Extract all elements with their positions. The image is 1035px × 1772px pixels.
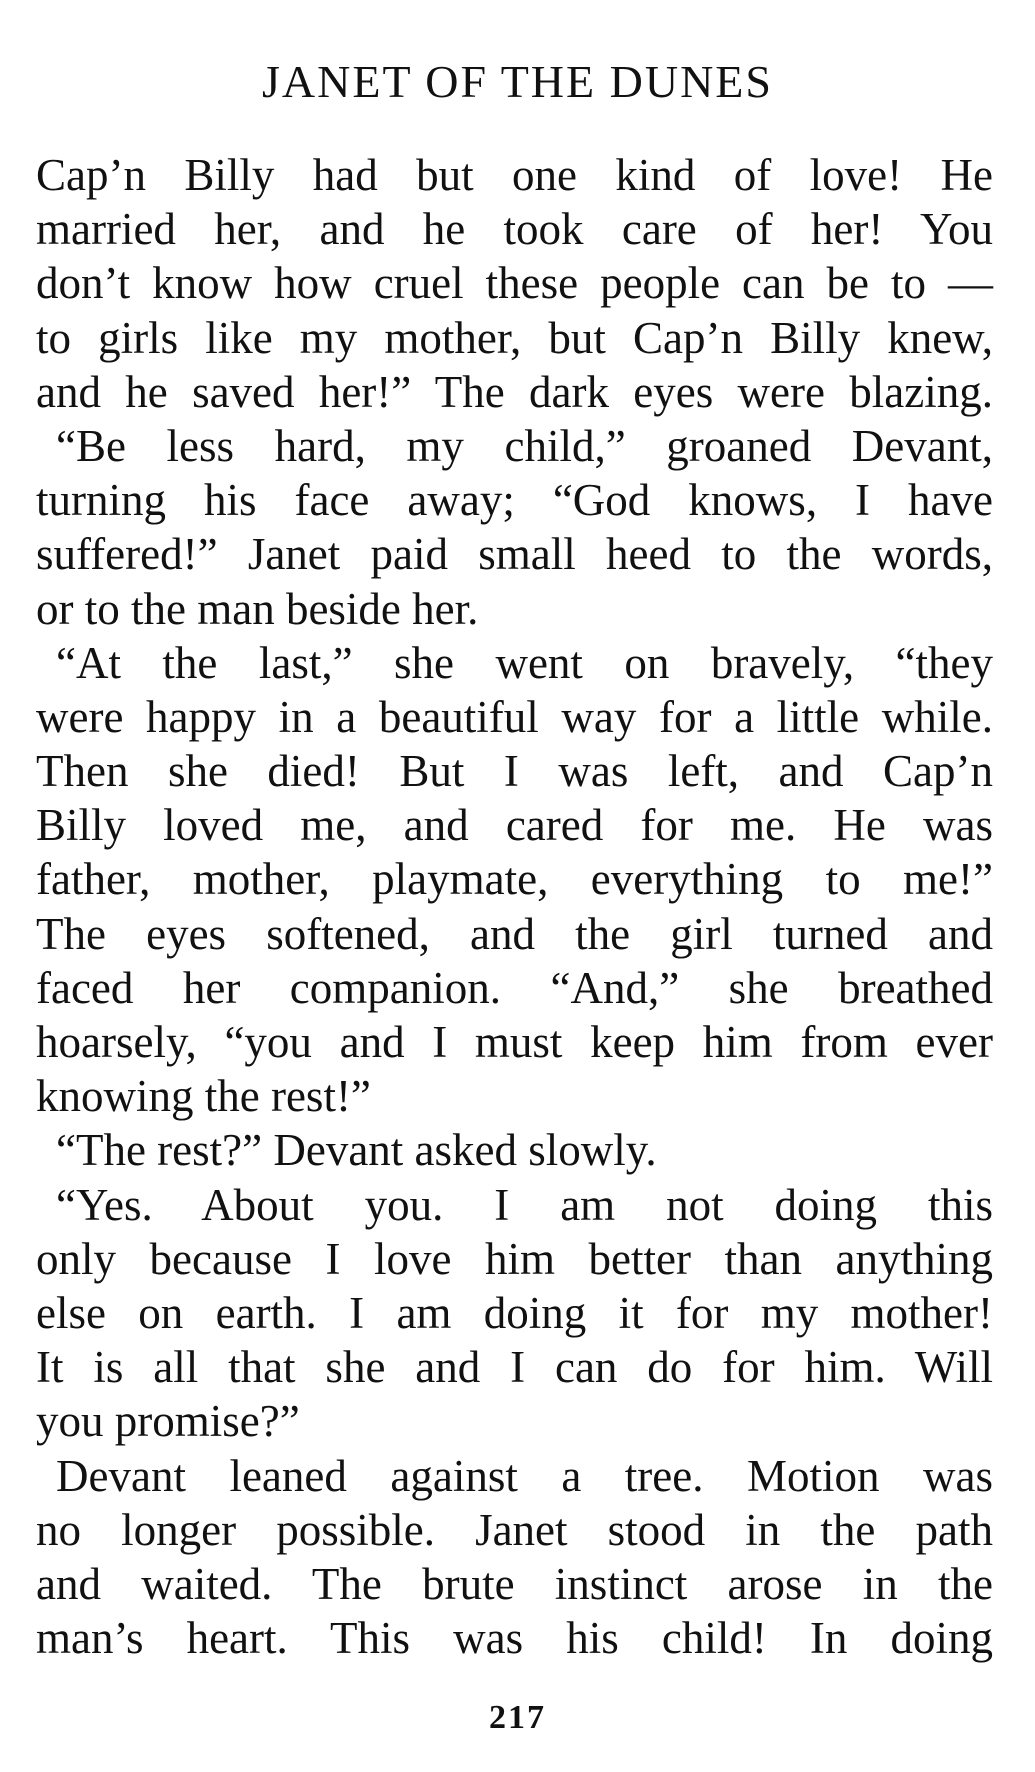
text-line: faced her companion. “And,” she breathed xyxy=(36,962,993,1013)
text-line: don’t know how cruel these people can be to — xyxy=(36,258,993,309)
paragraph xyxy=(36,1178,993,1449)
text-line: Then she died! But I was left, and Cap’n xyxy=(36,746,993,797)
text-line: else on earth. I am doing it for my mother! xyxy=(36,1287,993,1338)
text-line: hoarsely, “you and I must keep him from ever xyxy=(36,1017,993,1067)
text-line: to girls like my mother, but Cap’n Billy knew, xyxy=(36,312,993,363)
text-line: knowing the rest!” xyxy=(36,1071,371,1122)
text-line: Devant leaned against a tree. Motion was xyxy=(56,1450,993,1501)
text-line: “Be less hard, my child,” groaned Devant, xyxy=(56,420,993,471)
paragraph xyxy=(36,148,993,419)
running-head: JANET OF THE DUNES xyxy=(262,56,773,107)
page-number: 217 xyxy=(489,1699,546,1736)
text-line: father, mother, playmate, everything to me!” xyxy=(36,854,993,905)
text-line: suffered!” Janet paid small heed to the words, xyxy=(36,529,993,580)
text-line: no longer possible. Janet stood in the path xyxy=(36,1504,993,1555)
paragraph xyxy=(36,419,993,636)
text-line: man’s heart. This was his child! In doing xyxy=(36,1613,993,1664)
text-line: Billy loved me, and cared for me. He was xyxy=(36,800,993,851)
text-line: and waited. The brute instinct arose in the xyxy=(36,1558,993,1609)
text-line: only because I love him better than anything xyxy=(36,1233,993,1284)
text-line: were happy in a beautiful way for a little while. xyxy=(36,691,993,742)
text-line: or to the man beside her. xyxy=(36,583,479,634)
text-line: “At the last,” she went on bravely, “they xyxy=(56,637,993,688)
text-line: turning his face away; “God knows, I have xyxy=(36,475,993,526)
text-line: It is all that she and I can do for him. Will xyxy=(36,1342,993,1393)
text-line: married her, and he took care of her! You xyxy=(36,204,993,255)
paragraph xyxy=(36,1449,993,1666)
paragraph xyxy=(36,1123,993,1177)
body-text xyxy=(36,148,993,1665)
text-line: “Yes. About you. I am not doing this xyxy=(56,1179,993,1230)
text-line: Cap’n Billy had but one kind of love! He xyxy=(36,150,993,200)
text-line: The eyes softened, and the girl turned and xyxy=(36,908,993,959)
text-line: “The rest?” Devant asked slowly. xyxy=(56,1125,657,1176)
text-line: you promise?” xyxy=(36,1396,300,1447)
text-line: and he saved her!” The dark eyes were blazing. xyxy=(36,366,993,417)
paragraph xyxy=(36,636,993,1124)
